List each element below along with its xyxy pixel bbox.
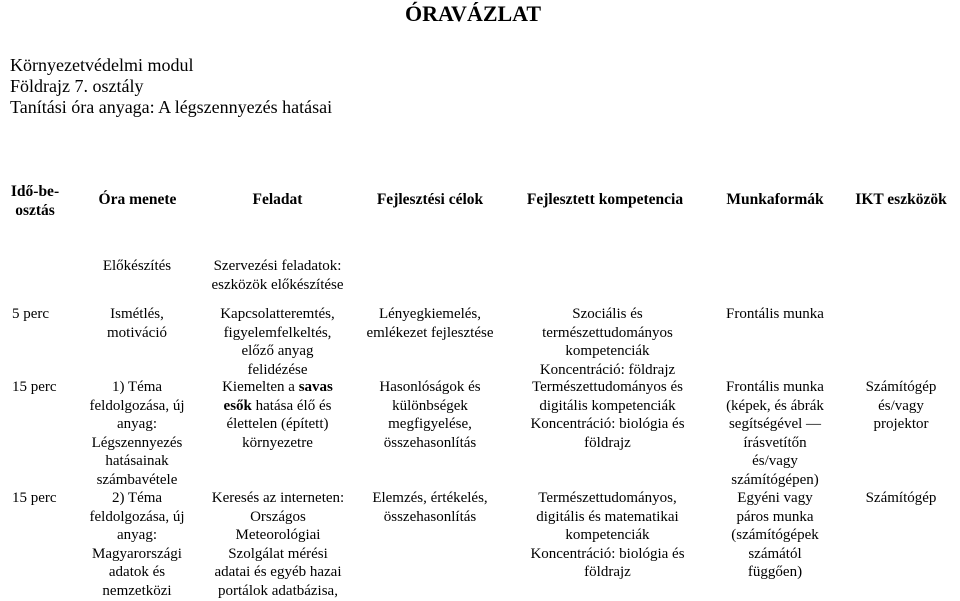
cell-line: környezetre [242, 434, 313, 451]
cell-line: természettudományos [542, 324, 673, 341]
row1-munkaforma [710, 305, 840, 324]
cell-line: Ismétlés, [110, 306, 164, 322]
cell-line: adatai és egyéb hazai [214, 564, 342, 581]
cell-line: feldolgozása, új [89, 397, 185, 414]
cell-line: digitális és matematikai [536, 508, 679, 525]
cell-line: előző anyag [241, 343, 314, 360]
cell-line: emlékezet fejlesztése [366, 324, 494, 341]
document-title: ÓRAVÁZLAT [405, 1, 542, 26]
row1-kompetencia [510, 305, 705, 379]
cell-line: Számítógép [865, 490, 937, 506]
cell-line: anyag: [117, 527, 157, 544]
cell-line: figyelemfelkeltés, [223, 324, 332, 341]
row3-feladat [198, 489, 358, 601]
cell-line: és/vagy [752, 453, 798, 470]
row1-feladat [200, 305, 355, 379]
row2-ikt [846, 378, 956, 434]
cell-line: segítségével — [728, 416, 822, 433]
cell-line: Országos [250, 508, 306, 525]
row3-kompetencia [505, 489, 710, 582]
cell-line: (képek, és ábrák [726, 397, 824, 414]
header-munkaformak: Munkaformák [726, 191, 824, 208]
cell-line: összehasonlítás [383, 434, 477, 451]
cell-line: Elemzés, értékelés, [372, 490, 488, 506]
cell-line: digitális kompetenciák [539, 397, 676, 414]
lesson-meta [10, 55, 332, 118]
cell-line: (számítógépek [731, 527, 819, 544]
prep-ora-menete: Előkészítés [102, 258, 172, 274]
cell-line: különbségek [392, 397, 468, 414]
cell-line: Kapcsolatteremtés, [220, 306, 335, 322]
row3-ido: 15 perc [12, 490, 57, 506]
cell-line: Természettudományos, [538, 490, 677, 506]
header-fejlesztesi-celok: Fejlesztési célok [376, 191, 484, 208]
cell-line: páros munka [736, 508, 814, 525]
cell-line: portálok adatbázisa, [218, 582, 338, 599]
cell-line: számbavétele [96, 471, 178, 488]
topic-line: Tanítási óra anyaga: A légszennyezés hatásai [10, 97, 333, 117]
row3-ikt [846, 489, 956, 508]
cell-line: 1) Téma [111, 379, 163, 395]
row1-ido: 5 perc [12, 306, 50, 322]
cell-line: adatok és [108, 564, 166, 581]
row3-munkaforma [710, 489, 840, 582]
cell-line: Lényegkiemelés, [378, 306, 482, 322]
row3-celok [355, 489, 505, 526]
grade-line: Földrajz 7. osztály [10, 76, 144, 96]
cell-line: feldolgozása, új [89, 508, 185, 525]
cell-line: Magyarországi [92, 545, 182, 562]
cell-line: földrajz [584, 434, 631, 451]
row2-munkaforma [710, 378, 840, 490]
module-line: Környezetvédelmi modul [10, 55, 194, 75]
cell-line: Szociális és [572, 306, 643, 322]
header-feladat: Feladat [252, 191, 303, 208]
cell-line: Koncentráció: biológia és [530, 545, 685, 562]
cell-line: motiváció [107, 324, 167, 341]
cell-line: összehasonlítás [383, 508, 477, 525]
cell-line: anyag: [117, 416, 157, 433]
header-fejlesztett-kompetencia: Fejlesztett kompetencia [526, 191, 684, 208]
cell-line: írásvetítőn [743, 434, 807, 451]
cell-line: Meteorológiai [235, 527, 321, 544]
cell-line: Természettudományos és [532, 379, 683, 395]
cell-line: Szolgálat mérési [228, 545, 328, 562]
cell-line: Keresés az interneten: [211, 490, 345, 506]
row2-ido: 15 perc [12, 379, 57, 395]
cell-line: Egyéni vagy [737, 490, 813, 506]
header-ikt-eszkozok: IKT eszközök [855, 191, 947, 208]
cell-line: Hasonlóságok és [379, 379, 481, 395]
cell-line: projektor [873, 416, 929, 433]
cell-line: 2) Téma [111, 490, 163, 506]
cell-line: hatásainak [105, 453, 169, 470]
cell-line: élettelen (épített) [226, 416, 329, 433]
cell-line: és/vagy [878, 397, 924, 414]
cell-line: felidézése [247, 361, 308, 378]
prep-feladat: Szervezési feladatok: eszközök előkészítése [211, 258, 344, 293]
row2-menet [77, 378, 197, 490]
row2-kompetencia [505, 378, 710, 452]
cell-line: Koncentráció: földrajz [539, 361, 676, 378]
bold-esok: esők [223, 397, 252, 414]
cell-line: megfigyelése, [388, 416, 472, 433]
cell-line: földrajz [584, 564, 631, 581]
row1-celok [355, 305, 505, 342]
cell-line: függően) [747, 564, 803, 581]
cell-line: kompetenciák [565, 527, 650, 544]
cell-line: Frontális munka [726, 379, 824, 395]
bold-savas: savas [298, 379, 333, 395]
cell-line: Légszennyezés [91, 434, 183, 451]
cell-line: számától [748, 545, 802, 562]
row2-feladat: Kiemelten a savas esők hatása élő és élettelen (épített) környezetre [200, 378, 355, 452]
cell-line: számítógépen) [731, 471, 819, 488]
cell-line: Koncentráció: biológia és [530, 416, 685, 433]
cell-line: nemzetközi [102, 582, 172, 599]
header-idobeosztas: Idő-be- osztás [10, 183, 60, 219]
cell-line: kompetenciák [565, 343, 650, 360]
row3-menet [77, 489, 197, 601]
cell-line: Frontális munka [726, 306, 824, 322]
cell-line: Számítógép [865, 379, 937, 395]
row2-celok [355, 378, 505, 452]
row1-menet [82, 305, 192, 342]
header-ora-menete: Óra menete [98, 191, 177, 208]
